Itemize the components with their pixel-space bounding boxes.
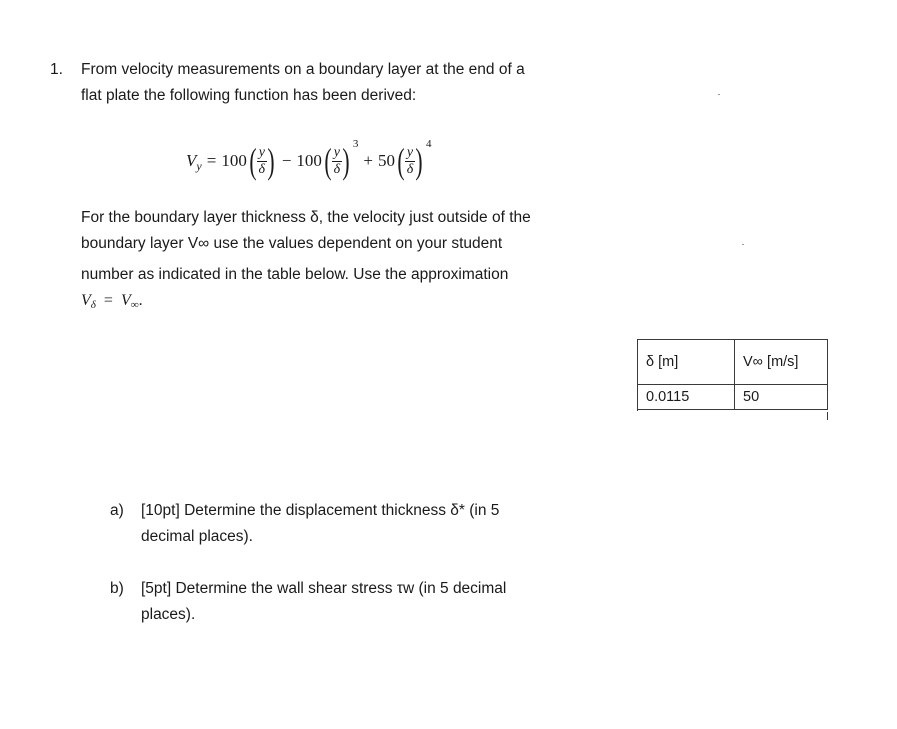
formula-coef-1: 100 bbox=[221, 151, 247, 170]
question-b-marker: b) bbox=[110, 580, 124, 597]
table-cell-velocity: 50 bbox=[735, 385, 828, 410]
formula-term-2: 100 ( $\frac{y}{\delta}$ ) 3 bbox=[296, 138, 359, 181]
problem-number: 1. bbox=[50, 61, 63, 78]
question-a-line-2: decimal places). bbox=[141, 528, 253, 545]
formula-coef-3: 50 bbox=[378, 151, 395, 170]
formula-exponent-3: 3 bbox=[352, 138, 359, 150]
formula-equals: = bbox=[206, 151, 217, 170]
table-header-velocity: V∞ [m/s] bbox=[735, 340, 828, 385]
formula-term-3: 50 ( $\frac{y}{\delta}$ ) 4 bbox=[378, 138, 432, 181]
approximation-equation: Vδ = V∞. bbox=[81, 292, 143, 311]
paragraph-line-3: number as indicated in the table below. Use the approximation bbox=[81, 266, 509, 283]
formula-coef-2: 100 bbox=[296, 151, 322, 170]
parameters-table bbox=[637, 339, 828, 410]
formula-lhs-subscript: y bbox=[196, 158, 202, 173]
table-edge-tick bbox=[827, 412, 828, 420]
paragraph-line-1: For the boundary layer thickness δ, the velocity just outside of the bbox=[81, 209, 531, 226]
table-cell-delta: 0.0115 bbox=[638, 385, 735, 410]
question-b-line-2: places). bbox=[141, 606, 196, 623]
formula-minus: − bbox=[281, 151, 292, 170]
problem-intro-line-1: From velocity measurements on a boundary layer at the end of a bbox=[81, 61, 525, 78]
scan-speck bbox=[718, 94, 720, 95]
question-a-line-1: [10pt] Determine the displacement thickness δ* (in 5 bbox=[141, 502, 500, 519]
formula-term-1: 100 ( $\frac{y}{\delta}$ ) bbox=[221, 141, 275, 181]
formula-fraction-2: $\frac{y}{\delta}$ bbox=[333, 144, 341, 177]
problem-intro-line-2: flat plate the following function has been derived: bbox=[81, 87, 417, 104]
formula-lhs: V bbox=[186, 151, 197, 170]
scan-speck bbox=[742, 244, 744, 245]
table-header-delta: δ [m] bbox=[638, 340, 735, 385]
table-edge-tick bbox=[637, 403, 638, 411]
question-a-marker: a) bbox=[110, 502, 124, 519]
formula-plus: + bbox=[363, 151, 373, 170]
question-b-line-1: [5pt] Determine the wall shear stress τw (in 5 decimal bbox=[141, 580, 507, 597]
paragraph-line-2: boundary layer V∞ use the values dependent on your student bbox=[81, 235, 503, 252]
formula-exponent-4: 4 bbox=[426, 138, 432, 150]
table-header-row bbox=[638, 340, 828, 385]
velocity-profile-formula bbox=[186, 136, 432, 186]
formula-fraction-3: $\frac{y}{\delta}$ bbox=[406, 144, 414, 177]
formula-fraction-1: $\frac{y}{\delta}$ bbox=[258, 144, 266, 177]
table-row bbox=[638, 385, 828, 410]
